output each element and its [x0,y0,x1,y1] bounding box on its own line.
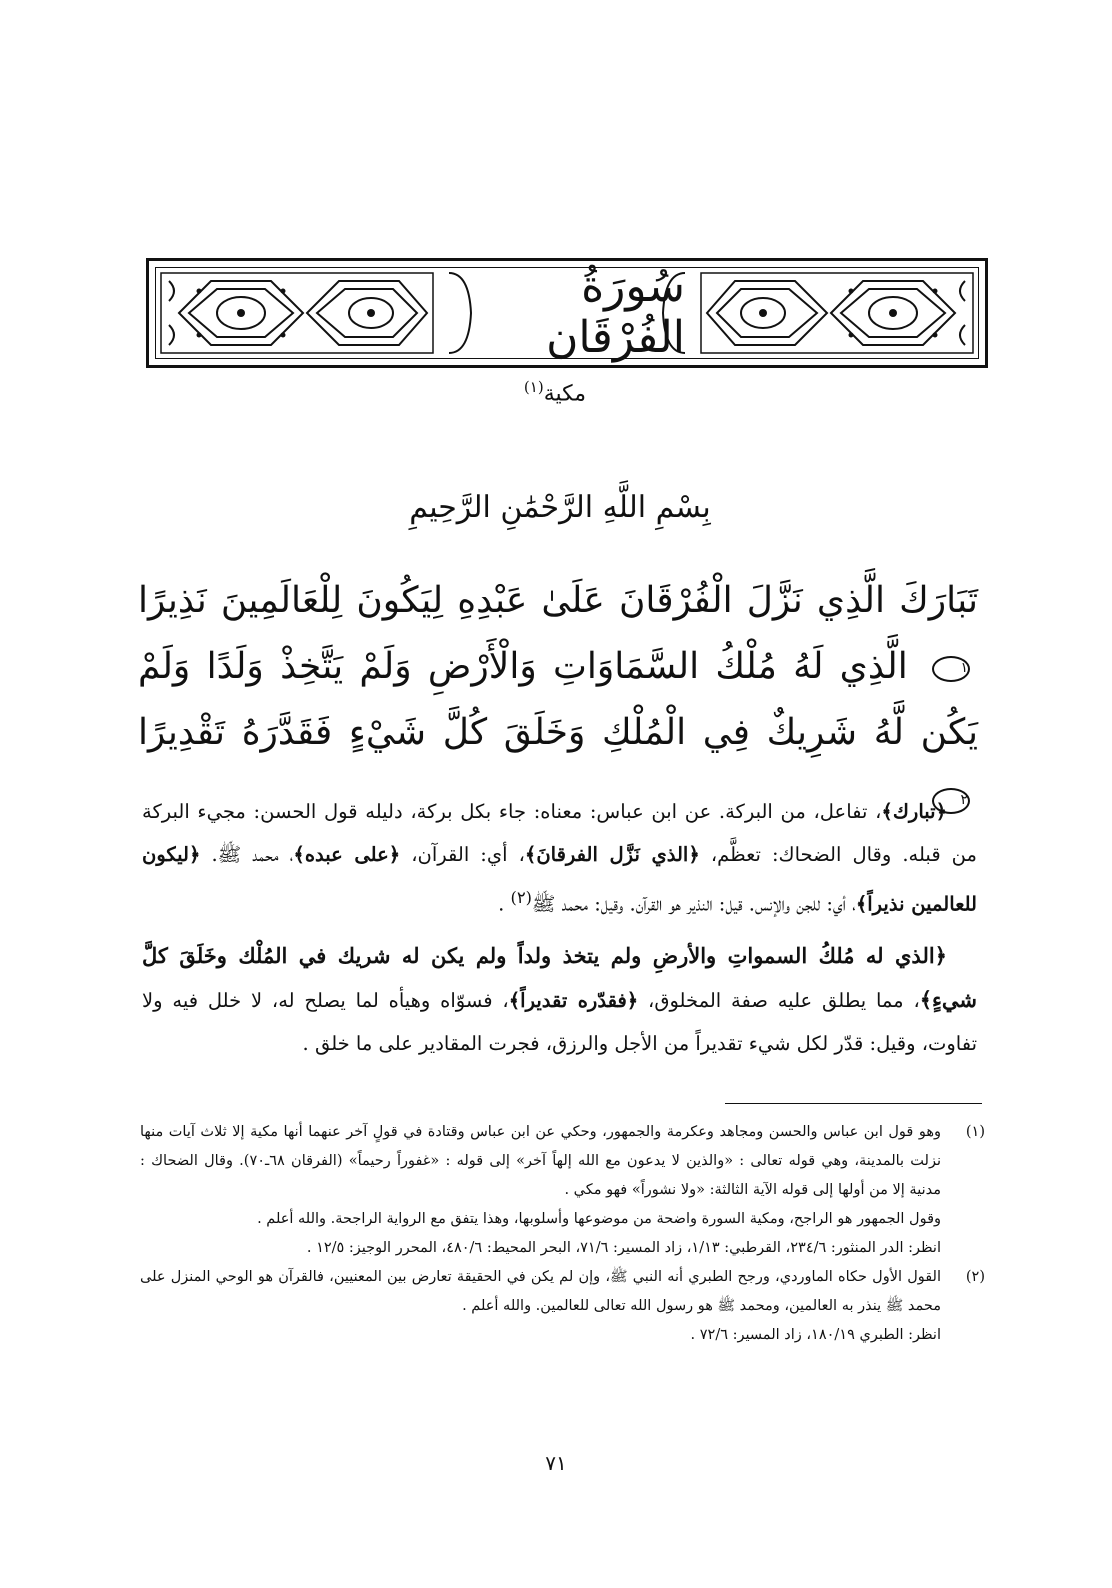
commentary-paragraph-2 [142,934,977,1065]
quote: ﴿تبارك﴾ [881,800,947,823]
footnote-divider [725,1103,982,1104]
basmala: بِسْمِ اللَّهِ الرَّحْمَٰنِ الرَّحِيمِ [409,490,711,525]
text: ، محمد ﷺ. [200,843,294,866]
quote: ﴿الذي نَزَّل الفرقانَ﴾ [524,843,700,866]
footnote-line: القول الأول حكاه الماوردي، ورجح الطبري أنه النبي ﷺ، وإن لم يكن في الحقيقة تعارض بين المعنيين، فالقرآن هو الوحي المنزل على محمد ﷺ ينذر به العالمين، ومحمد ﷺ هو رسول الله تعالى للعالمين. والله أعلم . [140,1269,941,1314]
text: . [498,892,511,916]
verse-2: الَّذِي لَهُ مُلْكُ السَّمَاوَاتِ وَالْأَرْضِ وَلَمْ يَتَّخِذْ وَلَدًا وَلَمْ يَكُن لَّهُ شَرِيكٌ فِي الْمُلْكِ وَخَلَقَ كُلَّ شَيْءٍ فَقَدَّرَهُ تَقْدِيرًا [138,646,978,753]
verse-1: تَبَارَكَ الَّذِي نَزَّلَ الْفُرْقَانَ عَلَىٰ عَبْدِهِ لِيَكُونَ لِلْعَالَمِينَ نَذِيرًا [138,580,978,621]
footnote-line: انظر: الطبري ١٨٠/١٩، زاد المسير: ٧٢/٦ . [690,1327,941,1343]
commentary-paragraph-1 [142,790,977,926]
text: ، فسوّاه وهيأه لما يصلح له، لا خلل فيه ولا تفاوت، وقيل: قدّر لكل شيء تقديراً من الأجل والرزق، فجرت المقادير على ما خلق . [142,988,977,1055]
footnote-ref: (٢) [510,888,532,907]
revelation-type [480,378,630,406]
quote: ﴿الذي له مُلكُ السمواتِ والأرضِ ولم يتخذ ولداً ولم يكن له شريك في المُلْك وخَلَقَ كلَّ شيءٍ﴾ [142,942,978,1012]
footnote-line: وقول الجمهور هو الراجح، ومكية السورة واضحة من موضوعها وأسلوبها، وهذا يتفق مع الرواية الراجحة. والله أعلم . [257,1211,941,1227]
footnote-number: (١) [965,1124,985,1140]
text: ، أي: للجن والإنس. قيل: النذير هو القرآن. وقيل: محمد ﷺ [531,892,856,916]
revelation-label: مكية [543,381,587,407]
text: ، مما يطلق عليه صفة المخلوق، [638,988,920,1012]
ayah-number-2: ٢ [932,788,970,814]
footnote-2 [140,1263,985,1350]
ayah-number-1: ١ [932,656,970,682]
page-number: ٧١ [545,1451,567,1475]
surah-header-banner [146,258,988,368]
footnote-1 [140,1118,985,1263]
footnote-body [140,1118,941,1263]
text: ، أي: القرآن، [400,843,525,866]
tafsir-commentary [142,790,977,1065]
footnotes [140,1118,985,1350]
quote: ﴿على عبده﴾ [293,843,401,866]
text: ، تفاعل، من البركة. عن ابن عباس: معناه: جاء بكل بركة، دليله قول الحسن: مجيء البركة من قبله. وقال الضحاك: تعظَّم، [142,800,977,866]
footnote-ref: (١) [523,378,544,396]
quote: ﴿فقدّره تقديراً﴾ [508,988,639,1012]
footnote-body [140,1263,941,1350]
footnote-line: انظر: الدر المنثور: ٢٣٤/٦، القرطبي: ١/١٣، زاد المسير: ٧١/٦، البحر المحيط: ٤٨٠/٦، المحرر الوجيز: ١٢/٥ . [306,1240,941,1256]
quote: ﴿ليكون للعالمين نذيراً﴾ [142,843,977,916]
surah-title: سُورَةُ الفُرْقَان [546,261,685,363]
footnote-number: (٢) [965,1269,985,1285]
footnote-line: وهو قول ابن عباس والحسن ومجاهد وعكرمة والجمهور، وحكي عن ابن عباس وقتادة في قولٍ آخر عنهما أنها مكية إلا ثلاث آيات منها نزلت بالمدينة، وهي قوله تعالى : «والذين لا يدعون مع الله إلهاً آخر» إلى قوله : «غفوراً رحيماً» (الفرقان ٦٨ـ٧٠). وقال الضحاك : مدنية إلا من أولها إلى قوله الآية الثالثة: «ولا نشوراً» فهو مكي . [140,1124,941,1198]
